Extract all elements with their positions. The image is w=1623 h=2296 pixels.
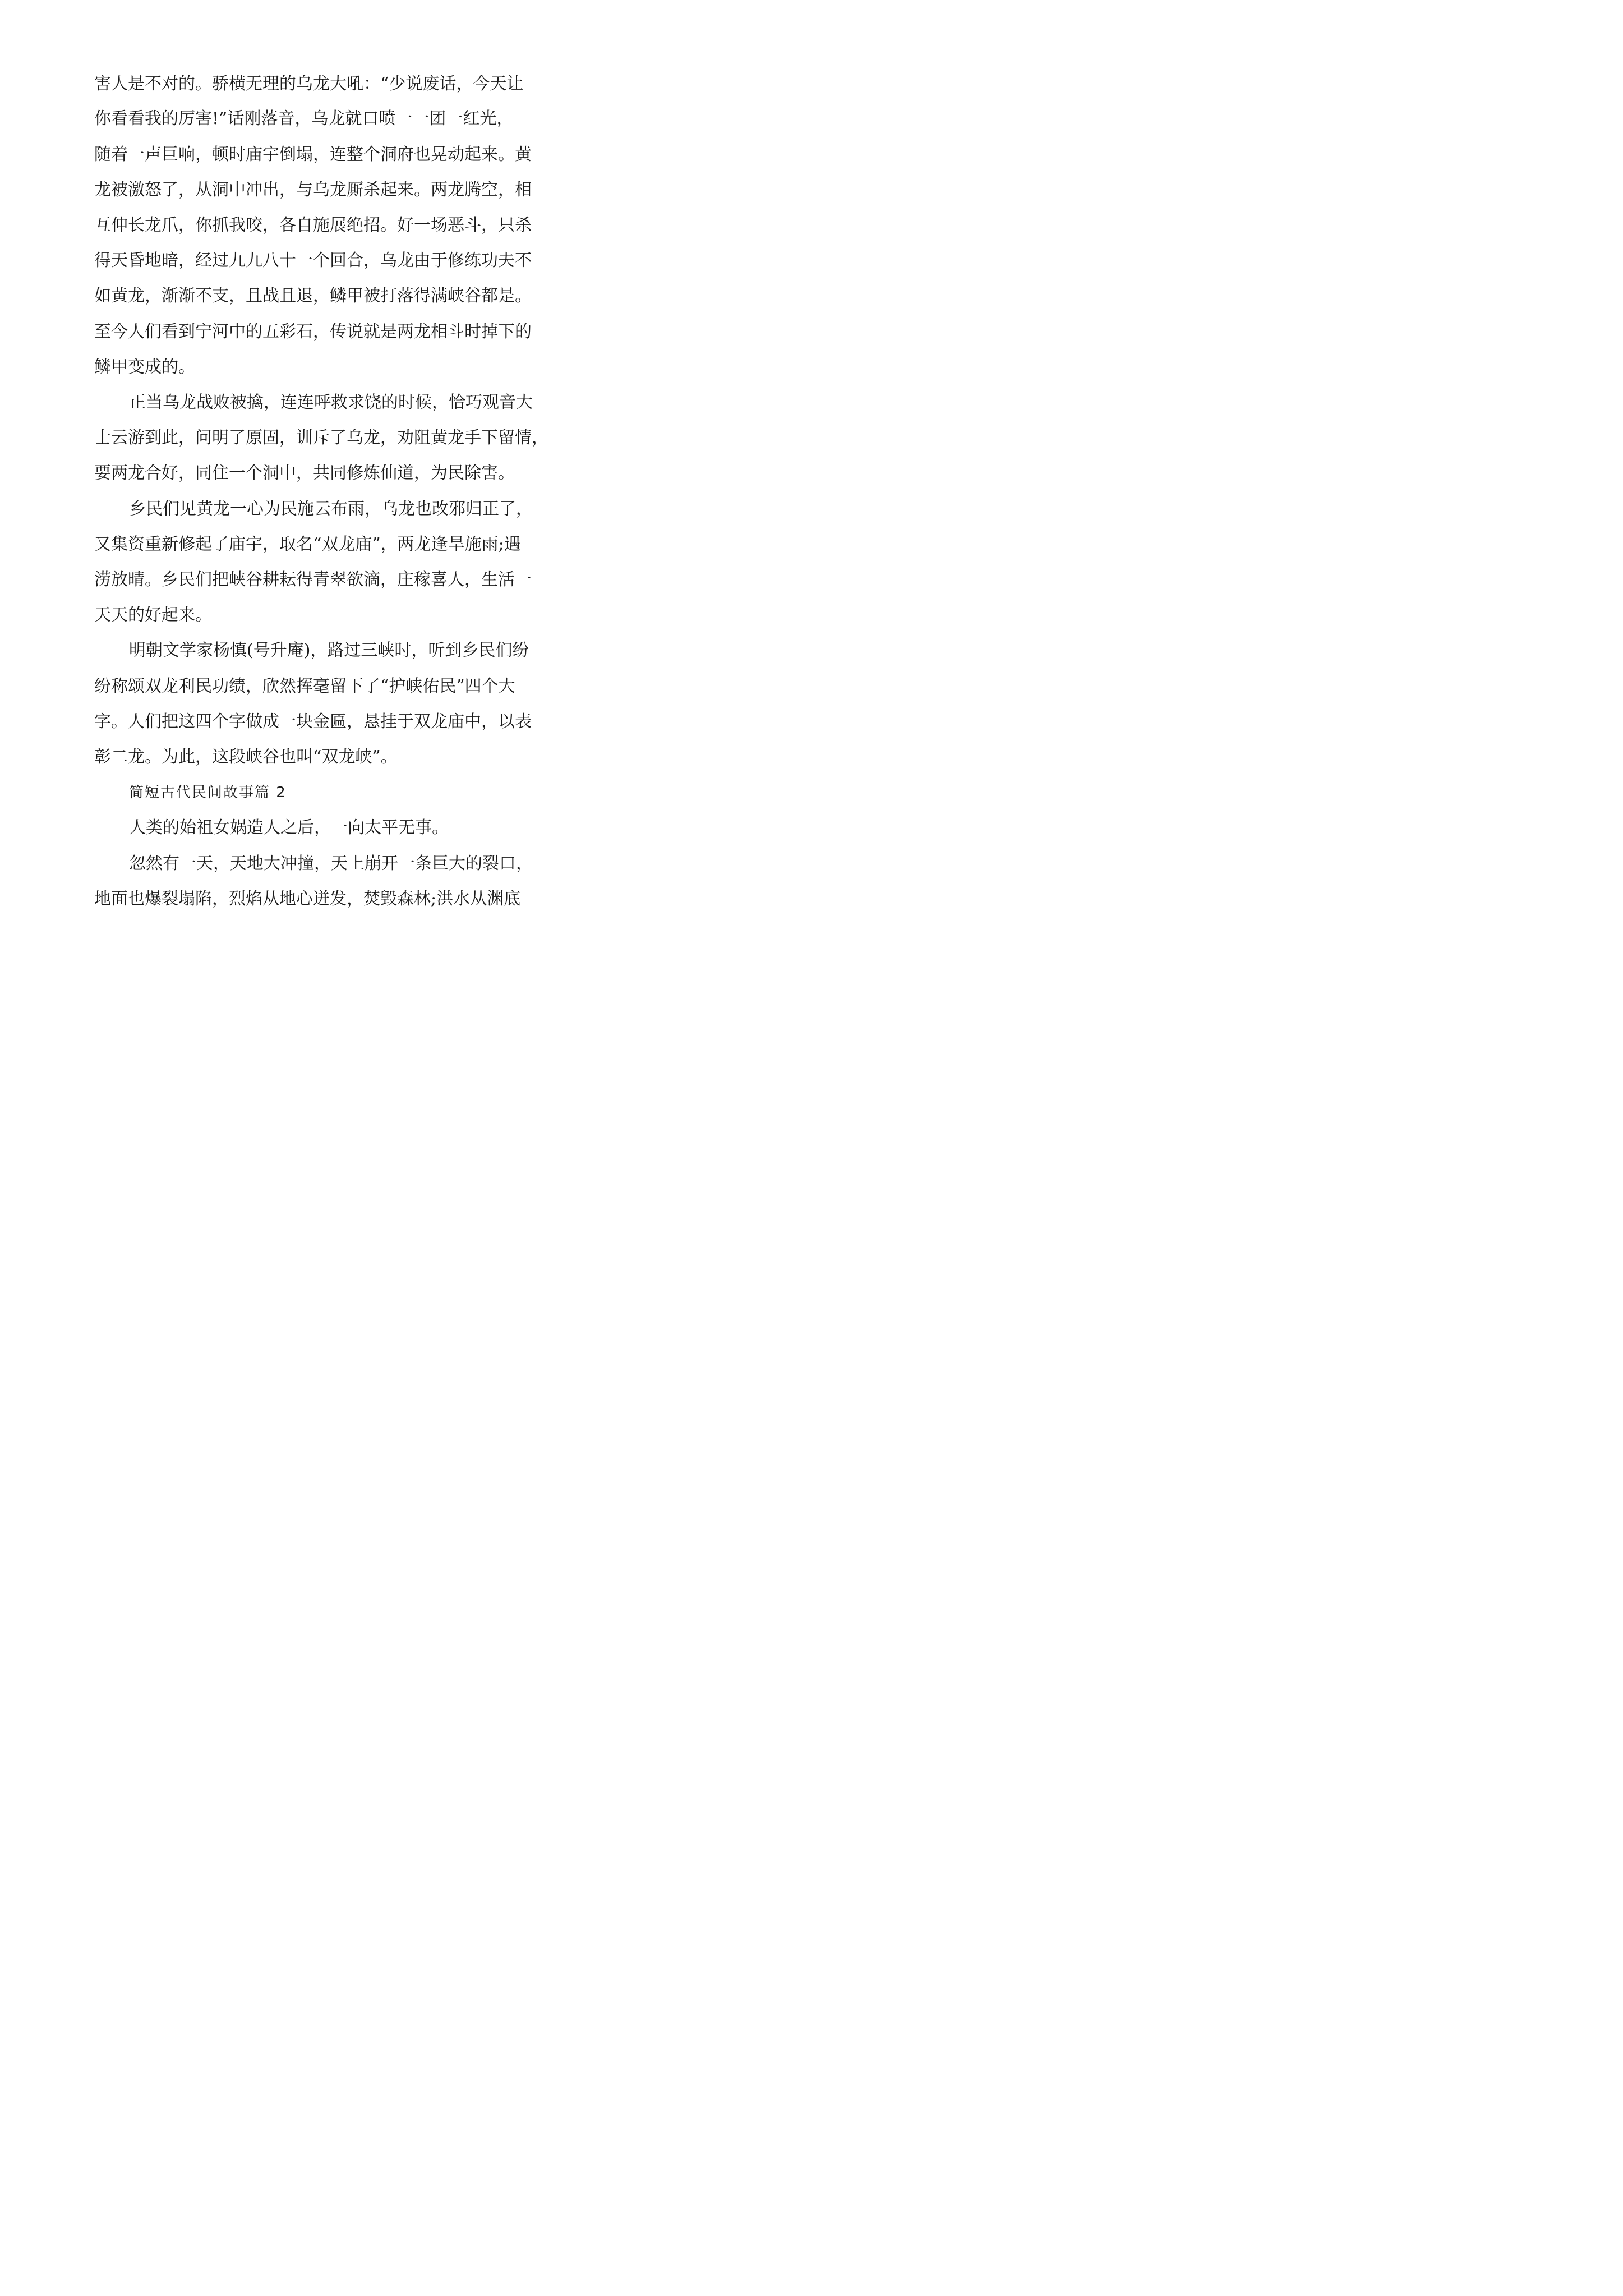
text-line: 鳞甲变成的。 bbox=[94, 357, 195, 377]
text-line: 随着一声巨响，顿时庙宇倒塌，连整个洞府也晃动起来。黄 bbox=[94, 145, 532, 164]
text-line: 互伸长龙爪，你抓我咬，各自施展绝招。好一场恶斗，只杀 bbox=[94, 215, 532, 235]
section-heading: 简短古代民间故事篇 2 bbox=[129, 784, 287, 801]
text-line: 龙被激怒了，从洞中冲出，与乌龙厮杀起来。两龙腾空，相 bbox=[94, 180, 532, 200]
text-line: 字。人们把这四个字做成一块金匾，悬挂于双龙庙中，以表 bbox=[94, 712, 532, 731]
text-line: 忽然有一天，天地大冲撞，天上崩开一条巨大的裂口， bbox=[129, 854, 533, 873]
text-line: 得天昏地暗，经过九九八十一个回合，乌龙由于修练功夫不 bbox=[94, 251, 532, 270]
text-line: 乡民们见黄龙一心为民施云布雨，乌龙也改邪归正了， bbox=[129, 499, 533, 519]
text-line: 至今人们看到宁河中的五彩石，传说就是两龙相斗时掉下的 bbox=[94, 322, 532, 342]
text-line: 天天的好起来。 bbox=[94, 605, 212, 625]
document-page bbox=[0, 0, 617, 909]
text-line: 如黄龙，渐渐不支，且战且退，鳞甲被打落得满峡谷都是。 bbox=[94, 286, 532, 306]
text-line: 地面也爆裂塌陷，烈焰从地心迸发，焚毁森林;洪水从渊底 bbox=[94, 889, 521, 909]
text-line: 人类的始祖女娲造人之后，一向太平无事。 bbox=[129, 818, 449, 838]
text-line: 要两龙合好，同住一个洞中，共同修炼仙道，为民除害。 bbox=[94, 463, 515, 483]
text-line: 正当乌龙战败被擒，连连呼救求饶的时候，恰巧观音大 bbox=[129, 393, 533, 412]
text-line: 又集资重新修起了庙宇，取名“双龙庙”，两龙逢旱施雨;遇 bbox=[94, 535, 521, 554]
text-line: 士云游到此，问明了原固，训斥了乌龙，劝阻黄龙手下留情， bbox=[94, 428, 548, 448]
text-line: 明朝文学家杨慎(号升庵)，路过三峡时，听到乡民们纷 bbox=[129, 641, 529, 660]
text-line: 你看看我的厉害!”话刚落音，乌龙就口喷一一团一红光， bbox=[94, 109, 514, 128]
text-line: 害人是不对的。骄横无理的乌龙大吼：“少说废话，今天让 bbox=[94, 74, 524, 94]
text-line: 纷称颂双龙利民功绩，欣然挥毫留下了“护峡佑民”四个大 bbox=[94, 677, 515, 696]
text-line: 涝放晴。乡民们把峡谷耕耘得青翠欲滴，庄稼喜人，生活一 bbox=[94, 570, 532, 590]
text-line: 彰二龙。为此，这段峡谷也叫“双龙峡”。 bbox=[94, 747, 398, 767]
